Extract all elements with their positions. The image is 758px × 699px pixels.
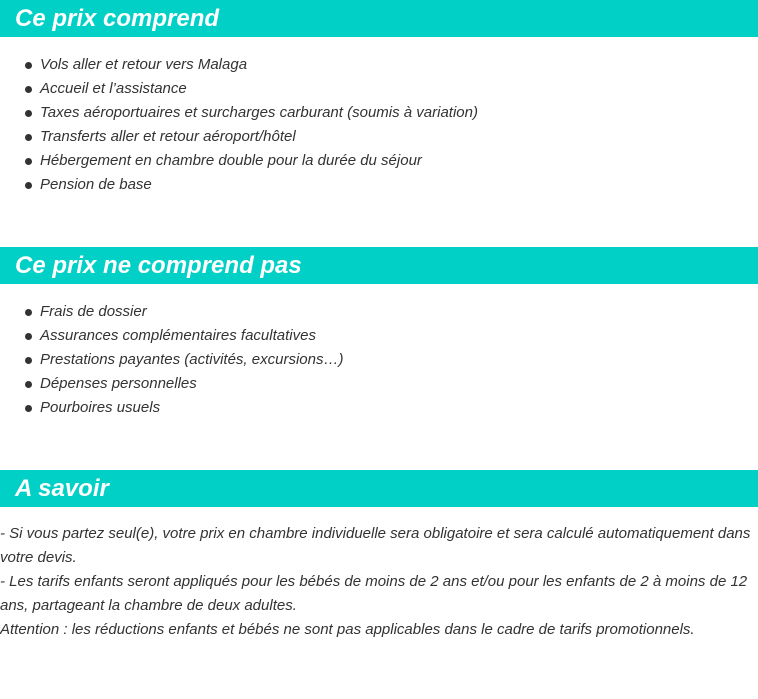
list-item: [0, 396, 758, 420]
bullet-icon: [25, 381, 32, 388]
bullet-icon: [25, 110, 32, 117]
section-header-not-included: [0, 247, 758, 284]
list-item-label: Assurances complémentaires facultatives: [40, 327, 316, 344]
bullet-icon: [25, 86, 32, 93]
list-item-label: Accueil et l’assistance: [40, 80, 187, 97]
not-included-list: [0, 300, 758, 420]
list-item-label: Frais de dossier: [40, 303, 147, 320]
list-item-label: Pension de base: [40, 176, 152, 193]
section-header-included: [0, 0, 758, 37]
list-item: [0, 348, 758, 372]
bullet-icon: [25, 62, 32, 69]
bullet-icon: [25, 182, 32, 189]
section-title-included: Ce prix comprend: [15, 5, 220, 32]
bullet-icon: [25, 333, 32, 340]
info-paragraph-children: - Les tarifs enfants seront appliqués pour les bébés de moins de 2 ans et/ou pour les enfants de 2 à moins de 12 ans, partageant la chambre de deux adultes.: [0, 573, 748, 614]
list-item-label: Prestations payantes (activités, excursions…): [40, 351, 344, 368]
list-item: [0, 53, 758, 77]
bullet-icon: [25, 134, 32, 141]
info-paragraph-attention: Attention : les réductions enfants et bébés ne sont pas applicables dans le cadre de tarifs promotionnels.: [0, 621, 695, 638]
list-item-label: Dépenses personnelles: [40, 375, 197, 392]
list-item-label: Pourboires usuels: [40, 399, 161, 416]
bullet-icon: [25, 158, 32, 165]
list-item-label: Hébergement en chambre double pour la durée du séjour: [40, 152, 422, 169]
section-title-not-included: Ce prix ne comprend pas: [15, 252, 302, 279]
list-item: [0, 125, 758, 149]
info-paragraph-solo: - Si vous partez seul(e), votre prix en chambre individuelle sera obligatoire et sera calculé automatiquement dans votre devis.: [0, 525, 751, 566]
list-item: [0, 300, 758, 324]
section-title-good-to-know: A savoir: [15, 475, 109, 502]
list-item: [0, 77, 758, 101]
list-item: [0, 372, 758, 396]
section-header-good-to-know: [0, 470, 758, 507]
list-item-label: Transferts aller et retour aéroport/hôtel: [40, 128, 296, 145]
list-item-label: Vols aller et retour vers Malaga: [40, 56, 248, 73]
included-list: [0, 53, 758, 197]
list-item: [0, 101, 758, 125]
bullet-icon: [25, 309, 32, 316]
list-item: [0, 149, 758, 173]
list-item: [0, 324, 758, 348]
bullet-icon: [25, 357, 32, 364]
bullet-icon: [25, 405, 32, 412]
good-to-know-text: [0, 522, 758, 642]
list-item-label: Taxes aéroportuaires et surcharges carburant (soumis à variation): [40, 104, 478, 121]
list-item: [0, 173, 758, 197]
